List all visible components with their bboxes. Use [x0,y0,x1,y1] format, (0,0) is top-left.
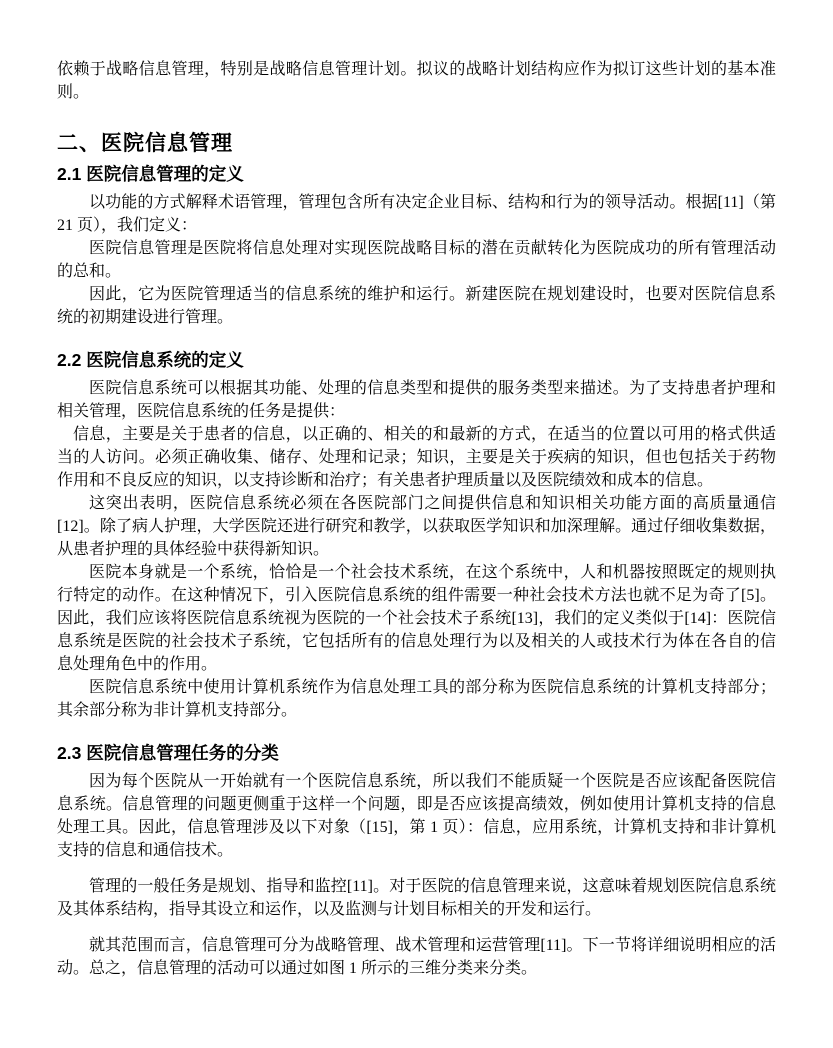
section-2-3-paragraph: 管理的一般任务是规划、指导和监控[11]。对于医院的信息管理来说，这意味着规划医院信息系统及其体系结构，指导其设立和运作，以及监测与计划目标相关的开发和运行。 [57,878,776,918]
chapter-heading: 二、医院信息管理 [57,132,233,155]
section-2-3-heading: 2.3 医院信息管理任务的分类 [57,743,279,763]
section-2-3-paragraph: 就其范围而言，信息管理可分为战略管理、战术管理和运营管理[11]。下一节将详细说明相应的活动。总之，信息管理的活动可以通过如图 1 所示的三维分类来分类。 [57,937,776,977]
intro-paragraph: 依赖于战略信息管理，特别是战略信息管理计划。拟议的战略计划结构应作为拟订这些计划的基本准则。 [57,61,776,101]
section-2-2-paragraph: 医院信息系统中使用计算机系统作为信息处理工具的部分称为医院信息系统的计算机支持部分；其余部分称为非计算机支持部分。 [57,679,776,719]
section-2-2-paragraph: 医院本身就是一个系统，恰恰是一个社会技术系统，在这个系统中，人和机器按照既定的规则执行特定的动作。在这种情况下，引入医院信息系统的组件需要一种社会技术方法也就不足为奇了[5]。因此，我们应该将医院信息系统视为医院的一个社会技术子系统[13]，我们的定义类似于[14]：医院信息系统是医院的社会技术子系统，它包括所有的信息处理行为以及相关的人或技术行为体在各自的信息处理角色中的作用。 [57,564,776,673]
section-2-1-paragraph: 以功能的方式解释术语管理，管理包含所有决定企业目标、结构和行为的领导活动。根据[11]（第 21 页），我们定义： [57,194,776,234]
section-2-2-paragraph: 信息，主要是关于患者的信息，以正确的、相关的和最新的方式，在适当的位置以可用的格式供适当的人访问。必须正确收集、储存、处理和记录；知识，主要是关于疾病的知识，但也包括关于药物作用和不良反应的知识，以支持诊断和治疗；有关患者护理质量以及医院绩效和成本的信息。 [57,426,776,489]
section-2-1-heading: 2.1 医院信息管理的定义 [57,164,244,184]
section-2-3-paragraph: 因为每个医院从一开始就有一个医院信息系统，所以我们不能质疑一个医院是否应该配备医院信息系统。信息管理的问题更侧重于这样一个问题，即是否应该提高绩效，例如使用计算机支持的信息处理工具。因此，信息管理涉及以下对象（[15]，第 1 页）：信息，应用系统，计算机支持和非计算机支持的信息和通信技术。 [57,773,776,859]
section-2-2-heading: 2.2 医院信息系统的定义 [57,350,244,370]
section-2-1-paragraph: 因此，它为医院管理适当的信息系统的维护和运行。新建医院在规划建设时，也要对医院信息系统的初期建设进行管理。 [57,286,776,326]
section-2-2-paragraph: 医院信息系统可以根据其功能、处理的信息类型和提供的服务类型来描述。为了支持患者护理和相关管理，医院信息系统的任务是提供： [57,380,776,420]
section-2-2-paragraph: 这突出表明，医院信息系统必须在各医院部门之间提供信息和知识相关功能方面的高质量通信[12]。除了病人护理，大学医院还进行研究和教学，以获取医学知识和加深理解。通过仔细收集数据，从患者护理的具体经验中获得新知识。 [57,495,776,558]
section-2-1-paragraph: 医院信息管理是医院将信息处理对实现医院战略目标的潜在贡献转化为医院成功的所有管理活动的总和。 [57,240,776,280]
